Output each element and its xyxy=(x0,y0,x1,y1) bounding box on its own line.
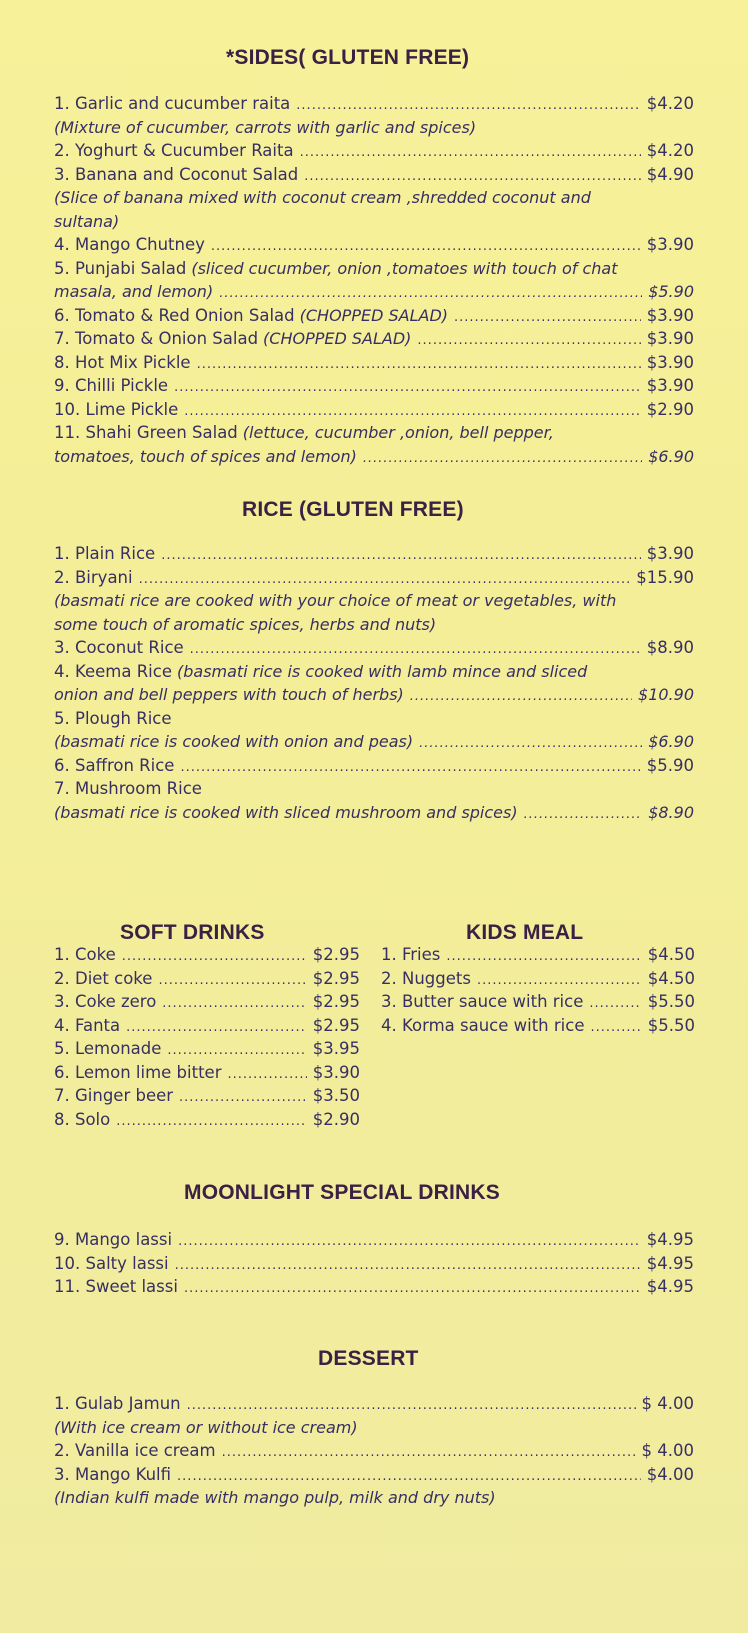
item-name: 6. Lemon lime bitter xyxy=(54,1062,222,1082)
item-name: 1. Fries xyxy=(381,945,441,964)
item-note: (basmati rice is cooked with lamb mince and sliced xyxy=(177,661,588,681)
item-price: $3.90 xyxy=(646,376,694,395)
item-name: 8. Hot Mix Pickle xyxy=(54,352,191,372)
item-price: $5.90 xyxy=(646,755,694,775)
item-name: 5. Punjabi Salad xyxy=(54,258,187,278)
menu-item-description xyxy=(54,282,694,306)
menu-item xyxy=(54,141,694,165)
item-description: (With ice cream or without ice cream) xyxy=(54,1417,358,1437)
menu-item xyxy=(54,259,694,283)
item-name: 4. Fanta xyxy=(54,1015,121,1035)
item-price: $ 4.00 xyxy=(641,1441,694,1460)
item-note: (sliced cucumber, onion ,tomatoes with touch of chat xyxy=(191,258,618,278)
menu-item xyxy=(54,306,694,330)
item-price: $4.95 xyxy=(646,1277,694,1296)
item-price: $2.90 xyxy=(646,399,694,419)
item-price: $10.90 xyxy=(638,685,694,704)
item-price: $5.90 xyxy=(648,282,694,301)
item-note: (CHOPPED SALAD) xyxy=(263,329,412,348)
item-price: $5.50 xyxy=(647,1015,695,1035)
rice-heading: RICE (GLUTEN FREE) xyxy=(242,498,464,521)
menu-item xyxy=(54,1110,360,1134)
dot-leader xyxy=(126,1020,307,1035)
menu-item xyxy=(381,945,695,969)
item-name: 2. Nuggets xyxy=(381,968,471,988)
dot-leader xyxy=(178,1234,641,1249)
item-name: 3. Butter sauce with rice xyxy=(381,992,584,1011)
item-name: 3. Mango Kulfi xyxy=(54,1464,172,1484)
item-price: $8.90 xyxy=(646,638,694,657)
dessert-heading: DESSERT xyxy=(318,1347,419,1370)
menu-item xyxy=(54,1086,360,1110)
menu-item xyxy=(54,400,694,424)
dot-leader xyxy=(304,169,640,184)
item-price: $4.50 xyxy=(647,945,695,964)
menu-item-description xyxy=(54,732,694,756)
kids-meal-list xyxy=(381,945,695,1039)
kids-meal-heading: KIDS MEAL xyxy=(466,921,584,944)
dot-leader xyxy=(219,286,642,301)
item-name: 1. Garlic and cucumber raita xyxy=(54,94,291,113)
menu-item xyxy=(54,376,694,400)
item-description: onion and bell peppers with touch of herbs) xyxy=(54,685,404,704)
menu-item xyxy=(54,662,694,686)
dot-leader xyxy=(184,1281,641,1296)
item-name: 4. Korma sauce with rice xyxy=(381,1015,585,1035)
menu-item xyxy=(54,1016,360,1040)
dot-leader xyxy=(227,1067,306,1082)
dot-leader xyxy=(174,380,641,395)
item-description: masala, and lemon) xyxy=(54,282,214,301)
item-name: 10. Lime Pickle xyxy=(54,399,179,419)
dot-leader xyxy=(197,357,641,372)
dot-leader xyxy=(211,239,641,254)
dot-leader xyxy=(590,1020,641,1035)
menu-item xyxy=(54,568,694,592)
dot-leader xyxy=(300,145,641,160)
item-description: (basmati rice are cooked with your choice of meat or vegetables, with xyxy=(54,591,617,610)
item-price: $2.95 xyxy=(312,968,360,988)
menu-item xyxy=(54,1063,360,1087)
special-drinks-heading: MOONLIGHT SPECIAL DRINKS xyxy=(184,1181,500,1204)
item-price: $2.90 xyxy=(312,1109,360,1129)
item-price: $4.95 xyxy=(646,1253,694,1273)
item-name: 6. Saffron Rice xyxy=(54,755,175,775)
dot-leader xyxy=(167,1043,306,1058)
menu-item-description xyxy=(54,1488,694,1512)
dot-leader xyxy=(179,1090,307,1105)
menu-item-description xyxy=(54,615,694,639)
menu-item-description xyxy=(54,188,694,212)
item-description: some touch of aromatic spices, herbs and nuts) xyxy=(54,614,437,634)
menu-item xyxy=(54,1254,694,1278)
dessert-list xyxy=(54,1394,694,1512)
menu-item xyxy=(54,779,694,803)
item-price: $ 4.00 xyxy=(641,1394,694,1413)
dot-leader xyxy=(158,973,306,988)
dot-leader xyxy=(296,98,640,113)
sides-heading: *SIDES( GLUTEN FREE) xyxy=(226,46,470,69)
item-name: 7. Tomato & Onion Salad xyxy=(54,329,259,348)
item-name: 7. Mushroom Rice xyxy=(54,779,202,798)
dot-leader xyxy=(222,1445,636,1460)
item-price: $3.90 xyxy=(312,1062,360,1082)
item-name: 9. Chilli Pickle xyxy=(54,376,169,395)
item-price: $4.50 xyxy=(647,968,695,988)
dot-leader xyxy=(116,1114,307,1129)
menu-item xyxy=(54,94,694,118)
item-description: (Mixture of cucumber, carrots with garlic and spices) xyxy=(54,117,477,137)
dot-leader xyxy=(454,310,641,325)
dot-leader xyxy=(524,807,643,822)
menu-item xyxy=(54,544,694,568)
dot-leader xyxy=(417,333,640,348)
item-note: (CHOPPED SALAD) xyxy=(299,305,449,325)
rice-list xyxy=(54,544,694,826)
item-name: 6. Tomato & Red Onion Salad xyxy=(54,305,295,325)
menu-item xyxy=(54,945,360,969)
item-name: 2. Diet coke xyxy=(54,968,153,988)
item-price: $3.90 xyxy=(646,544,694,563)
dot-leader xyxy=(589,996,641,1011)
item-price: $2.95 xyxy=(312,945,360,964)
menu-item-description xyxy=(54,447,694,471)
item-price: $3.90 xyxy=(646,235,694,254)
menu-item-description xyxy=(54,118,694,142)
dot-leader xyxy=(187,1398,636,1413)
special-drinks-list xyxy=(54,1230,694,1301)
item-price: $15.90 xyxy=(636,567,694,587)
menu-item xyxy=(54,235,694,259)
item-price: $2.95 xyxy=(312,1015,360,1035)
item-name: 11. Sweet lassi xyxy=(54,1277,178,1296)
soft-drinks-heading: SOFT DRINKS xyxy=(120,921,265,944)
menu-item-description xyxy=(54,591,694,615)
item-price: $2.95 xyxy=(312,992,360,1011)
item-price: $6.90 xyxy=(648,732,694,751)
dot-leader xyxy=(139,572,631,587)
item-name: 9. Mango lassi xyxy=(54,1230,173,1249)
menu-item xyxy=(54,638,694,662)
dot-leader xyxy=(161,548,641,563)
item-price: $4.95 xyxy=(646,1230,694,1249)
item-price: $8.90 xyxy=(648,802,694,822)
dot-leader xyxy=(446,949,641,964)
item-description: (Indian kulfi made with mango pulp, milk and dry nuts) xyxy=(54,1488,496,1507)
item-name: 1. Coke xyxy=(54,945,116,964)
menu-item xyxy=(54,165,694,189)
item-description: sultana) xyxy=(54,211,120,231)
dot-leader xyxy=(184,404,640,419)
menu-item xyxy=(381,969,695,993)
menu-item xyxy=(54,1039,360,1063)
menu-item xyxy=(54,969,360,993)
dot-leader xyxy=(477,973,642,988)
item-price: $3.90 xyxy=(646,352,694,372)
item-name: 2. Yoghurt & Cucumber Raita xyxy=(54,141,294,160)
dot-leader xyxy=(363,451,642,466)
item-name: 5. Plough Rice xyxy=(54,708,172,728)
menu-item xyxy=(381,992,695,1016)
dot-leader xyxy=(177,1469,641,1484)
menu-item-description xyxy=(54,685,694,709)
item-name: 8. Solo xyxy=(54,1109,111,1129)
item-price: $6.90 xyxy=(648,446,694,466)
soft-drinks-list xyxy=(54,945,360,1133)
dot-leader xyxy=(122,949,307,964)
menu-item xyxy=(54,353,694,377)
item-note: (lettuce, cucumber ,onion, bell pepper, xyxy=(242,423,554,442)
menu-item xyxy=(54,992,360,1016)
item-name: 3. Banana and Coconut Salad xyxy=(54,164,299,184)
item-name: 2. Biryani xyxy=(54,567,133,587)
dot-leader xyxy=(410,689,632,704)
item-name: 1. Gulab Jamun xyxy=(54,1394,181,1413)
dot-leader xyxy=(175,1258,641,1273)
dot-leader xyxy=(162,996,306,1011)
item-price: $3.90 xyxy=(646,305,694,325)
menu-item xyxy=(54,329,694,353)
item-price: $5.50 xyxy=(647,992,695,1011)
item-description: (basmati rice is cooked with sliced mushroom and spices) xyxy=(54,802,518,822)
item-price: $3.90 xyxy=(646,329,694,348)
menu-item xyxy=(54,1277,694,1301)
menu-item xyxy=(54,1465,694,1489)
menu-item xyxy=(381,1016,695,1040)
item-price: $3.95 xyxy=(312,1039,360,1058)
item-price: $4.20 xyxy=(646,94,694,113)
item-name: 11. Shahi Green Salad xyxy=(54,423,238,442)
item-price: $4.00 xyxy=(646,1464,694,1484)
item-name: 10. Salty lassi xyxy=(54,1253,169,1273)
item-price: $3.50 xyxy=(312,1086,360,1105)
dot-leader xyxy=(180,760,640,775)
menu-item xyxy=(54,756,694,780)
item-name: 2. Vanilla ice cream xyxy=(54,1441,216,1460)
item-name: 1. Plain Rice xyxy=(54,544,156,563)
item-name: 3. Coconut Rice xyxy=(54,638,184,657)
item-name: 4. Keema Rice xyxy=(54,661,172,681)
dot-leader xyxy=(419,736,642,751)
item-description: (Slice of banana mixed with coconut cream ,shredded coconut and xyxy=(54,188,591,207)
menu-item-description xyxy=(54,803,694,827)
menu-item xyxy=(54,709,694,733)
item-name: 7. Ginger beer xyxy=(54,1086,174,1105)
menu-item xyxy=(54,1394,694,1418)
item-name: 3. Coke zero xyxy=(54,992,157,1011)
menu-item xyxy=(54,1230,694,1254)
sides-list xyxy=(54,94,694,470)
dot-leader xyxy=(190,642,641,657)
item-description: (basmati rice is cooked with onion and peas) xyxy=(54,732,414,751)
item-price: $4.20 xyxy=(646,141,694,160)
item-price: $4.90 xyxy=(646,164,694,184)
menu-item-description xyxy=(54,1418,694,1442)
item-name: 5. Lemonade xyxy=(54,1039,162,1058)
menu-item-description xyxy=(54,212,694,236)
item-name: 4. Mango Chutney xyxy=(54,235,205,254)
item-description: tomatoes, touch of spices and lemon) xyxy=(54,446,357,466)
menu-item xyxy=(54,1441,694,1465)
menu-item xyxy=(54,423,694,447)
